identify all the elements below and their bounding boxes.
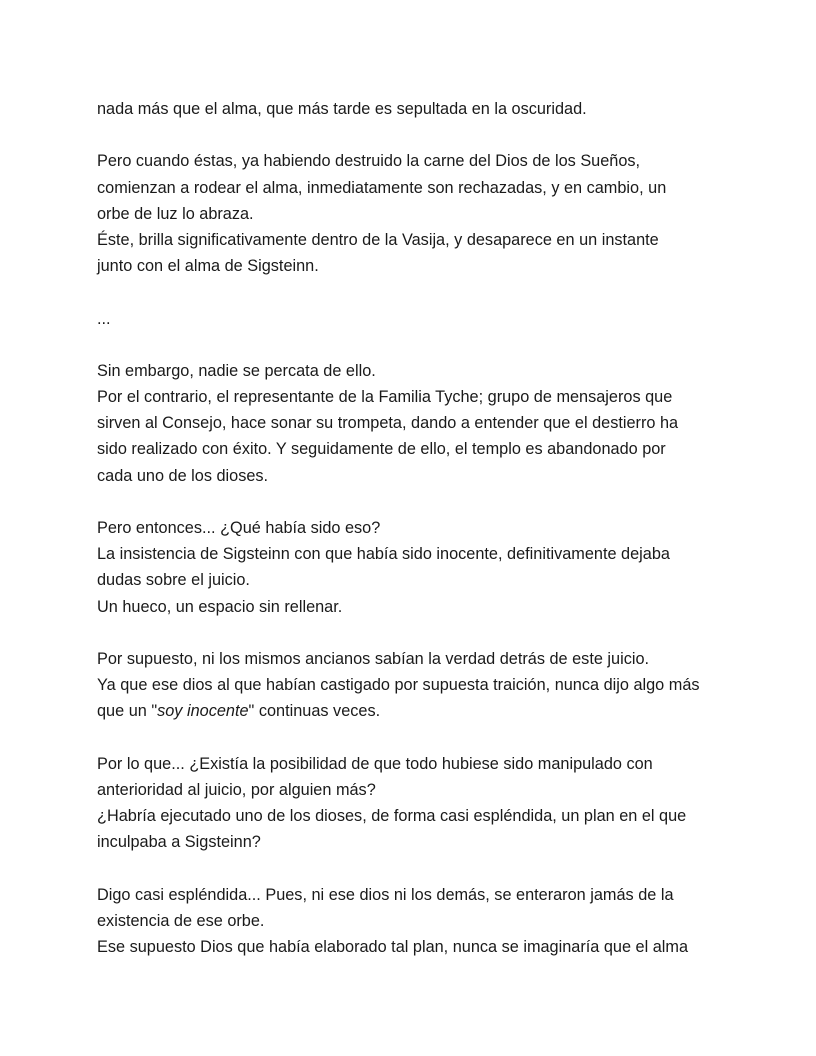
text-line: Pero cuando éstas, ya habiendo destruido la carne del Dios de los Sueños, <box>97 152 641 171</box>
text-line: La insistencia de Sigsteinn con que había sido inocente, definitivamente dejaba <box>97 545 670 564</box>
section-break-ellipsis: ... <box>97 309 111 328</box>
text-line: Digo casi espléndida... Pues, ni ese dios ni los demás, se enteraron jamás de la <box>97 885 674 904</box>
paragraph-gap <box>97 855 727 881</box>
paragraph-gap <box>97 725 727 751</box>
text-line: ¿Habría ejecutado uno de los dioses, de forma casi espléndida, un plan en el que <box>97 807 687 826</box>
paragraph-gap <box>97 489 727 515</box>
text-line: Un hueco, un espacio sin rellenar. <box>97 597 343 616</box>
text-segment: " continuas veces. <box>248 702 381 721</box>
text-line: Ese supuesto Dios que había elaborado tal plan, nunca se imaginaría que el alma <box>97 938 689 956</box>
text-line: comienzan a rodear el alma, inmediatamente son rechazadas, y en cambio, un <box>97 178 667 197</box>
paragraph-gap <box>97 332 727 358</box>
text-line: nada más que el alma, que más tarde es sepultada en la oscuridad. <box>97 100 587 118</box>
text-line: orbe de luz lo abraza. <box>97 204 254 223</box>
text-line: Por el contrario, el representante de la Familia Tyche; grupo de mensajeros que <box>97 388 673 407</box>
text-line: dudas sobre el juicio. <box>97 571 250 590</box>
text-line: sido realizado con éxito. Y seguidamente de ello, el templo es abandonado por <box>97 440 666 459</box>
paragraph-gap <box>97 122 727 148</box>
text-line: anterioridad al juicio, por alguien más? <box>97 780 376 799</box>
paragraph-gap <box>97 620 727 646</box>
text-line: Pero entonces... ¿Qué había sido eso? <box>97 519 381 537</box>
text-line: junto con el alma de Sigsteinn. <box>97 257 319 276</box>
paragraph-gap <box>97 279 727 305</box>
text-line: Sin embargo, nadie se percata de ello. <box>97 361 376 380</box>
text-line: cada uno de los dioses. <box>97 466 269 485</box>
italic-quote: soy inocente <box>157 702 249 721</box>
text-line: inculpaba a Sigsteinn? <box>97 833 261 852</box>
text-line: sirven al Consejo, hace sonar su trompeta, dando a entender que el destierro ha <box>97 414 679 433</box>
text-line: existencia de ese orbe. <box>97 911 265 930</box>
text-line: Por supuesto, ni los mismos ancianos sabían la verdad detrás de este juicio. <box>97 649 650 668</box>
document-body <box>97 96 727 960</box>
text-line: Éste, brilla significativamente dentro de la Vasija, y desaparece en un instante <box>97 230 659 249</box>
text-line: Por lo que... ¿Existía la posibilidad de que todo hubiese sido manipulado con <box>97 754 653 773</box>
text-line-with-italic <box>97 698 727 724</box>
text-line: Ya que ese dios al que habían castigado por supuesta traición, nunca dijo algo más <box>97 676 700 695</box>
text-segment: que un " <box>97 702 158 721</box>
